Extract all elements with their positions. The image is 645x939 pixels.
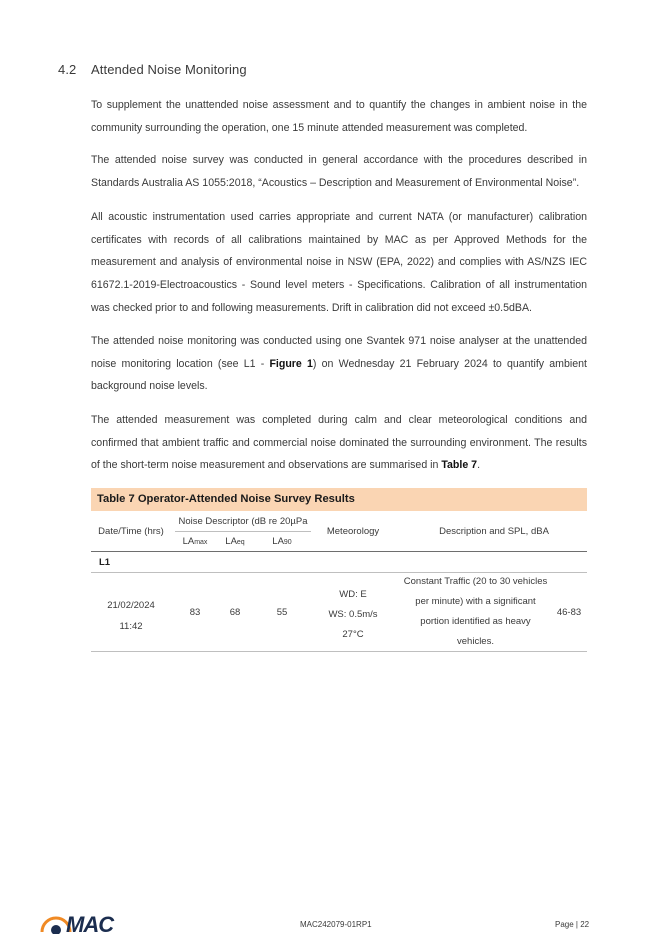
laeq-subscript: eq	[236, 539, 245, 546]
page-number: Page | 22	[555, 920, 590, 929]
table-7-link[interactable]: Table 7	[441, 459, 478, 472]
cell-wind-direction: WD: E	[339, 589, 367, 600]
table-bottom-rule	[91, 651, 587, 652]
cell-la90: 55	[276, 607, 288, 618]
la90-subscript: 90	[283, 539, 292, 546]
cell-datetime	[91, 595, 171, 637]
paragraph-5-text-end: .	[477, 459, 481, 472]
la90-main: LA	[272, 536, 284, 547]
document-code: MAC242079-01RP1	[300, 920, 372, 929]
cell-wind-speed: WS: 0.5m/s	[328, 609, 378, 620]
paragraph-4	[91, 330, 587, 398]
paragraph-2: The attended noise survey was conducted in general accordance with the procedures described in Standards Australia AS 1055:2018, “Acoustics – Description and Measurement of Environmental Noise”.	[91, 154, 587, 189]
header-datetime: Date/Time (hrs)	[98, 526, 164, 537]
mac-logo	[40, 910, 130, 937]
cell-temperature: 27°C	[342, 629, 364, 640]
laeq-main: LA	[225, 536, 237, 547]
cell-meteorology	[313, 585, 393, 645]
noise-survey-table	[91, 511, 587, 652]
section-title: Attended Noise Monitoring	[91, 62, 247, 77]
header-description: Description and SPL, dBA	[439, 526, 549, 537]
lamax-main: LA	[182, 536, 195, 547]
paragraph-4-text-end: ) on Wednesday 21 February 2024 to quantify ambient background noise levels.	[91, 357, 587, 393]
section-number: 4.2	[58, 62, 77, 77]
cell-lamax: 83	[189, 607, 201, 618]
paragraph-5-text: The attended measurement was completed during calm and clear meteorological conditions and confirmed that ambient traffic and commercial noise dominated the surrounding environment. The results of the short-term noise measurement and observations are summarised in	[91, 414, 587, 472]
lamax-subscript: max	[194, 539, 208, 546]
header-laeq	[218, 536, 252, 547]
cell-laeq: 68	[229, 607, 241, 618]
cell-date: 21/02/2024	[107, 600, 155, 611]
header-noise-descriptor: Noise Descriptor (dB re 20µPa	[178, 516, 308, 527]
paragraph-3: All acoustic instrumentation used carries appropriate and current NATA (or manufacturer) calibration certificates with records of all calibrations maintained by MAC as per Approved Methods for the measurement and analysis of environmental noise in NSW (EPA, 2022) and complies with AS/NZS IEC 61672.1-2019-Electroacoustics - Sound level meters - Specifications. Calibration of all instrumentation was checked prior to and following measurements. Drift in calibration did not exceed ±0.5dBA.	[91, 211, 587, 314]
header-la90	[265, 536, 299, 547]
mac-logo-text: MAC	[66, 912, 114, 937]
header-divider	[175, 531, 311, 532]
paragraph-4-text: The attended noise monitoring was conducted using one Svantek 971 noise analyser at the unattended noise monitoring location (see L1 -	[91, 335, 587, 370]
paragraph-1: To supplement the unattended noise assessment and to quantify the changes in ambient noise in the community surrounding the operation, one 15 minute attended measurement was completed.	[91, 99, 587, 134]
cell-spl: 46-83	[556, 607, 582, 618]
paragraph-5	[91, 409, 587, 477]
table-title: Table 7 Operator-Attended Noise Survey Results	[91, 488, 587, 511]
cell-time: 11:42	[119, 621, 143, 632]
figure-1-link[interactable]: Figure 1	[269, 357, 313, 370]
cell-description: Constant Traffic (20 to 30 vehicles per minute) with a significant portion identified as heavy vehicles.	[403, 576, 548, 647]
header-bottom-rule	[91, 551, 587, 552]
section-heading	[58, 62, 247, 77]
header-lamax	[178, 536, 212, 547]
location-label: L1	[99, 557, 111, 568]
header-meteorology: Meteorology	[326, 526, 380, 537]
